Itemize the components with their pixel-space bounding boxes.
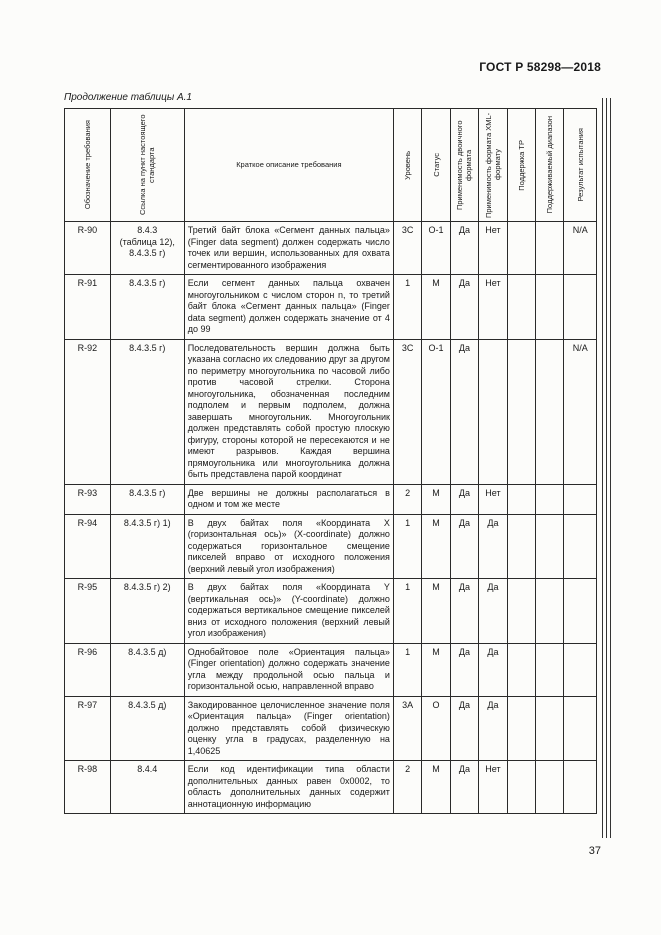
cell-desc: Однобайтовое поле «Ориентация пальца» (Finger orientation) должно содержать значение угла между продольной осью пальца и горизонтальной осью, направленной вправо — [184, 643, 393, 696]
cell-ref: 8.4.3.5 д) — [110, 643, 184, 696]
cell-desc: Если сегмент данных пальца охвачен многоугольником с числом сторон n, то третий байт блока «Сегмент данных пальца» (Finger data segment) должен содержать значение от 4 до 99 — [184, 275, 393, 340]
cell-tp — [507, 484, 535, 514]
cell-xml: Нет — [479, 222, 507, 275]
cell-level: 3C — [393, 222, 421, 275]
cell-id: R-91 — [65, 275, 111, 340]
table-row — [65, 275, 597, 340]
cell-binary: Да — [450, 484, 478, 514]
cell-id: R-94 — [65, 514, 111, 579]
cell-binary: Да — [450, 761, 478, 814]
table-row — [65, 696, 597, 761]
cell-result: N/A — [564, 222, 597, 275]
cell-status: М — [422, 514, 450, 579]
header-cell-id: Обозначение требования — [65, 109, 111, 222]
cell-binary: Да — [450, 696, 478, 761]
cell-level: 3A — [393, 696, 421, 761]
cell-range — [536, 579, 564, 644]
cell-desc: В двух байтах поля «Координата X (горизонтальная ось)» (X-coordinate) должно содержаться горизонтальное смещение пикселей вправо от исходного положения (верхний левый угол изображения) — [184, 514, 393, 579]
cell-status: М — [422, 643, 450, 696]
cell-id: R-92 — [65, 339, 111, 484]
cell-id: R-97 — [65, 696, 111, 761]
cell-xml: Да — [479, 696, 507, 761]
cell-id: R-96 — [65, 643, 111, 696]
header-cell-binary: Применимость двоичного формата — [450, 109, 478, 222]
header-cell-range: Поддерживаемый диапазон — [536, 109, 564, 222]
cell-xml: Нет — [479, 484, 507, 514]
cell-range — [536, 643, 564, 696]
cell-desc: Если код идентификации типа области дополнительных данных равен 0x0002, то область дополнительных данных содержит аннотационную информацию — [184, 761, 393, 814]
cell-result — [564, 484, 597, 514]
cell-status: О — [422, 696, 450, 761]
cell-level: 3C — [393, 339, 421, 484]
cell-result — [564, 761, 597, 814]
header-cell-tp: Поддержка ТР — [507, 109, 535, 222]
cell-desc: Последовательность вершин должна быть указана согласно их следованию друг за другом по периметру многоугольника по часовой либо против часовой стрелки. Сторона многоугольника, обозначенная последним подполем и первым подполем, должна завершать многоугольник. Многоугольник должен представлять собой простую плоскую фигуру, стороны которой не пересекаются и не имеют разрывов. Каждая вершина прямоугольника или многоугольника должна быть представлена парой координат — [184, 339, 393, 484]
table-row — [65, 643, 597, 696]
header-cell-level: Уровень — [393, 109, 421, 222]
cell-tp — [507, 514, 535, 579]
cell-tp — [507, 761, 535, 814]
cell-tp — [507, 579, 535, 644]
cell-binary: Да — [450, 339, 478, 484]
cell-range — [536, 275, 564, 340]
cell-range — [536, 514, 564, 579]
cell-tp — [507, 222, 535, 275]
cell-xml — [479, 339, 507, 484]
header-cell-status: Статус — [422, 109, 450, 222]
cell-level: 2 — [393, 761, 421, 814]
header-cell-result: Результат испытания — [564, 109, 597, 222]
cell-id: R-98 — [65, 761, 111, 814]
cell-level: 1 — [393, 643, 421, 696]
table-row — [65, 339, 597, 484]
cell-status: М — [422, 761, 450, 814]
cell-ref: 8.4.3.5 г) — [110, 484, 184, 514]
cell-range — [536, 339, 564, 484]
cell-result — [564, 696, 597, 761]
cell-binary: Да — [450, 579, 478, 644]
cell-result — [564, 514, 597, 579]
cell-binary: Да — [450, 643, 478, 696]
cell-level: 1 — [393, 579, 421, 644]
cell-range — [536, 222, 564, 275]
cell-desc: Две вершины не должны располагаться в одном и том же месте — [184, 484, 393, 514]
cell-id: R-90 — [65, 222, 111, 275]
cell-range — [536, 484, 564, 514]
cell-tp — [507, 275, 535, 340]
table-caption: Продолжение таблицы А.1 — [64, 92, 192, 103]
cell-binary: Да — [450, 222, 478, 275]
cell-ref: 8.4.4 — [110, 761, 184, 814]
binding-line — [606, 98, 607, 838]
cell-status: М — [422, 484, 450, 514]
table-row — [65, 579, 597, 644]
table-row — [65, 514, 597, 579]
cell-xml: Да — [479, 643, 507, 696]
page-number: 37 — [588, 845, 601, 857]
cell-ref: 8.4.3.5 г) 2) — [110, 579, 184, 644]
standard-id: ГОСТ Р 58298—2018 — [479, 60, 601, 74]
cell-result — [564, 643, 597, 696]
cell-result — [564, 275, 597, 340]
cell-level: 1 — [393, 275, 421, 340]
cell-result: N/A — [564, 339, 597, 484]
cell-status: О-1 — [422, 339, 450, 484]
cell-range — [536, 696, 564, 761]
cell-xml: Да — [479, 514, 507, 579]
cell-ref: 8.4.3.5 г) — [110, 275, 184, 340]
cell-binary: Да — [450, 275, 478, 340]
table-row — [65, 484, 597, 514]
binding-line — [602, 98, 603, 838]
table-row — [65, 222, 597, 275]
table-header-row — [65, 109, 597, 222]
cell-ref: 8.4.3.5 г) 1) — [110, 514, 184, 579]
binding-line — [610, 98, 611, 838]
requirements-table — [64, 108, 597, 814]
cell-status: М — [422, 579, 450, 644]
cell-level: 1 — [393, 514, 421, 579]
cell-id: R-95 — [65, 579, 111, 644]
cell-ref: 8.4.3 (таблица 12), 8.4.3.5 г) — [110, 222, 184, 275]
cell-desc: В двух байтах поля «Координата Y (вертикальная ось)» (Y-coordinate) должно содержаться вертикальное смещение пикселей вниз от исходного положения (верхний левый угол изображения) — [184, 579, 393, 644]
cell-level: 2 — [393, 484, 421, 514]
header-cell-desc: Краткое описание требования — [184, 109, 393, 222]
cell-desc: Третий байт блока «Сегмент данных пальца» (Finger data segment) должен содержать число точек или вершин, использованных для охвата сегментированного изображения — [184, 222, 393, 275]
cell-status: О-1 — [422, 222, 450, 275]
cell-xml: Нет — [479, 761, 507, 814]
table-row — [65, 761, 597, 814]
cell-desc: Закодированное целочисленное значение поля «Ориентация пальца» (Finger orientation) должно представлять собой физическую оценку угла в градусах, разделенную на 1,40625 — [184, 696, 393, 761]
cell-range — [536, 761, 564, 814]
header-cell-xml: Применимость формата XML-формату — [479, 109, 507, 222]
cell-binary: Да — [450, 514, 478, 579]
cell-tp — [507, 696, 535, 761]
cell-result — [564, 579, 597, 644]
cell-status: М — [422, 275, 450, 340]
cell-tp — [507, 643, 535, 696]
cell-tp — [507, 339, 535, 484]
cell-xml: Нет — [479, 275, 507, 340]
table-body — [65, 222, 597, 814]
cell-ref: 8.4.3.5 г) — [110, 339, 184, 484]
cell-xml: Да — [479, 579, 507, 644]
cell-ref: 8.4.3.5 д) — [110, 696, 184, 761]
header-cell-ref: Ссылка на пункт настоящего стандарта — [110, 109, 184, 222]
cell-id: R-93 — [65, 484, 111, 514]
